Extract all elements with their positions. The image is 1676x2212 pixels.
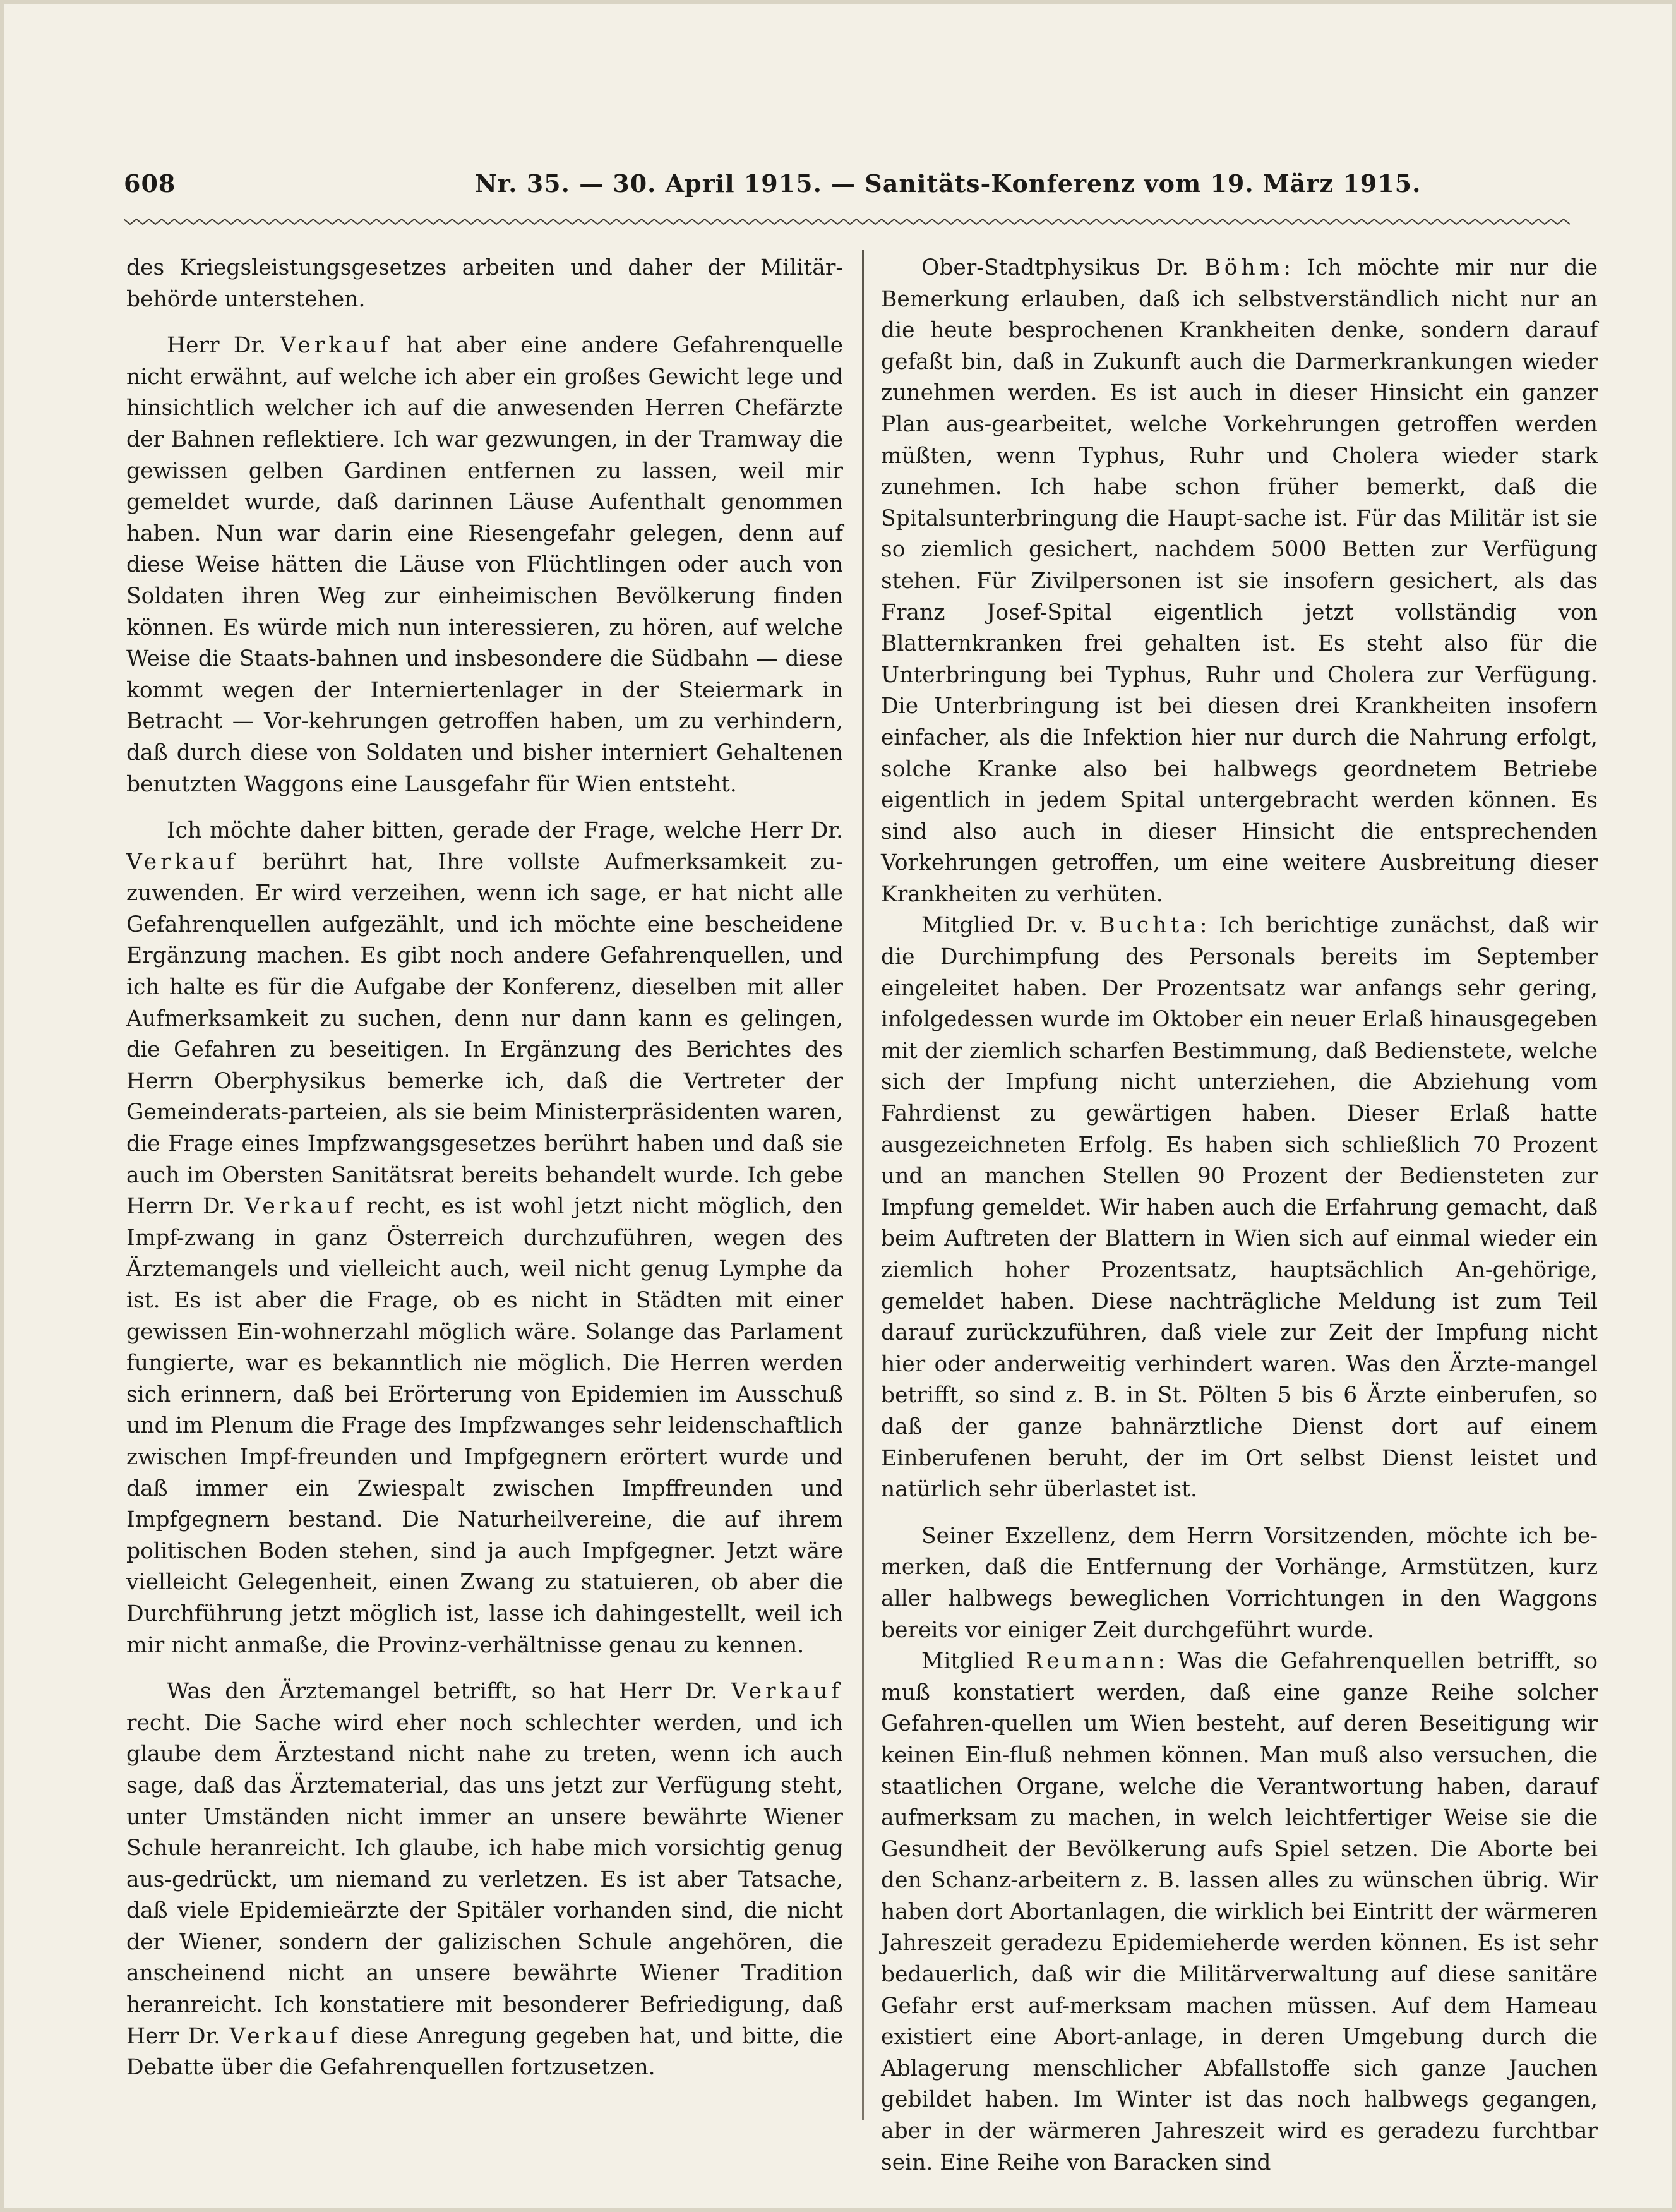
- paragraph: [881, 253, 1598, 910]
- paragraph-text: Mitglied: [921, 1649, 1027, 1674]
- paragraph: [881, 1646, 1598, 2179]
- paragraph-text: hat aber eine andere Gefahrenquelle nicht erwähnt, auf welche ich aber ein großes Gewicht lege und hinsichtlich welcher ich auf die anwesenden Herren Chefärzte der Bahnen reflektiere. Ich war gezwungen, in der Tramway die gewissen gelben Gardinen entfernen zu lassen, weil mir gemeldet wurde, daß darinnen Läuse Aufenthalt genommen haben. Nun war darin eine Riesengefahr gelegen, denn auf diese Weise hätten die Läuse von Flüchtlingen oder auch von Soldaten ihren Weg zur einheimischen Bevölkerung finden können. Es würde mich nun interessieren, zu hören, auf welche Weise die Staats-bahnen und insbesondere die Südbahn — diese kommt wegen der Interniertenlager in der Steiermark in Betracht — Vor-kehrungen getroffen haben, um zu verhindern, daß durch diese von Soldaten und bisher interniert Gehaltenen benutzten Waggons eine Lausgefahr für Wien entsteht.: [126, 333, 844, 797]
- header-wavy-rule: [124, 217, 1570, 226]
- paragraph-text: : Ich berichtige zunächst, daß wir die Durchimpfung des Personals bereits im September eingeleitet haben. Der Prozentsatz war anfangs sehr gering, infolgedessen wurde im Oktober ein neuer Erlaß hinausgegeben mit der ziemlich scharfen Bestimmung, daß Bedienstete, welche sich der Impfung nicht unterziehen, die Abziehung vom Fahrdienst zu gewärtigen haben. Dieser Erlaß hatte ausgezeichneten Erfolg. Es haben sich schließlich 70 Prozent und an manchen Stellen 90 Prozent der Bediensteten zur Impfung gemeldet. Wir haben auch die Erfahrung gemacht, daß beim Auftreten der Blattern in Wien sich auf einmal wieder ein ziemlich hoher Prozentsatz, hauptsächlich An-gehörige, gemeldet haben. Diese nachträgliche Meldung ist zum Teil darauf zurückzuführen, daß viele zur Zeit der Impfung nicht hier oder anderweitig verhindert waren. Was den Ärzte-mangel betrifft, so sind z. B. in St. Pölten 5 bis 6 Ärzte einberufen, so daß der ganze bahnärztliche Dienst dort auf einem Einberufenen beruht, der im Ort selbst Dienst leistet und natürlich sehr überlastet ist.: [881, 913, 1598, 1503]
- speaker-name: Reumann: [1026, 1649, 1158, 1674]
- left-column: [126, 253, 843, 2084]
- running-head: Nr. 35. — 30. April 1915. — Sanitäts-Konferenz vom 19. März 1915.: [475, 169, 1422, 198]
- page-header: [124, 169, 1564, 207]
- paragraph-text: Was den Ärztemangel betrifft, so hat Herr Dr.: [167, 1679, 731, 1705]
- paragraph-text: Mitglied Dr. v.: [921, 913, 1099, 939]
- paragraph-text: Ober-Stadtphysikus Dr.: [921, 255, 1205, 280]
- speaker-name: Verkauf: [244, 1194, 357, 1220]
- paragraph-text: Herr Dr.: [167, 333, 280, 359]
- right-column: [881, 253, 1598, 2179]
- speaker-name: Verkauf: [280, 333, 392, 359]
- paragraph-text: Seiner Exzellenz, dem Herrn Vorsitzenden, möchte ich be-merken, daß die Entfernung der Vorhänge, Armstützen, kurz aller halbwegs beweglichen Vorrichtungen in den Waggons bereits vor einiger Zeit durchgeführt wurde.: [881, 1523, 1598, 1643]
- paragraph-text: : Ich möchte mir nur die Bemerkung erlauben, daß ich selbstverständlich nicht nur an die heute besprochenen Krankheiten denke, sondern darauf gefaßt bin, daß in Zukunft auch die Darmerkrankungen wieder zunehmen werden. Es ist auch in dieser Hinsicht ein ganzer Plan aus-gearbeitet, welche Vorkehrungen getroffen werden müßten, wenn Typhus, Ruhr und Cholera wieder stark zunehmen. Ich habe schon früher bemerkt, daß die Spitalsunterbringung die Haupt-sache ist. Für das Militär ist sie so ziemlich gesichert, nachdem 5000 Betten zur Verfügung stehen. Für Zivilpersonen ist sie insofern gesichert, als das Franz Josef-Spital eigentlich jetzt vollständig von Blatternkranken frei gehalten ist. Es steht also für die Unterbringung bei Typhus, Ruhr und Cholera zur Verfügung. Die Unterbringung ist bei diesen drei Krankheiten insofern einfacher, als die Infektion hier nur durch die Nahrung erfolgt, solche Kranke also bei halbwegs geordnetem Betriebe eigentlich in jedem Spital untergebracht werden können. Es sind also auch in dieser Hinsicht die entsprechenden Vorkehrungen getroffen, um eine weitere Ausbreitung dieser Krankheiten zu verhüten.: [881, 255, 1598, 907]
- speaker-name: Verkauf: [229, 2023, 342, 2049]
- paragraph: [126, 1676, 843, 2084]
- paragraph-text: recht, es ist wohl jetzt nicht möglich, den Impf-zwang in ganz Österreich durchzuführen, wegen des Ärztemangels und vielleicht auch, weil nicht genug Lymphe da ist. Es ist aber die Frage, ob es nicht in Städten mit einer gewissen Ein-wohnerzahl möglich wäre. Solange das Parlament fungierte, war es bekanntlich nie möglich. Die Herren werden sich erinnern, daß bei Erörterung von Epidemien im Ausschuß und im Plenum die Frage des Impfzwanges sehr leidenschaftlich zwischen Impf-freunden und Impfgegnern erörtert wurde und daß immer ein Zwiespalt zwischen Impffreunden und Impfgegnern bestand. Die Naturheilvereine, die auf ihrem politischen Boden stehen, sind ja auch Impfgegner. Jetzt wäre vielleicht Gelegenheit, einen Zwang zu statuieren, ob aber die Durchführung jetzt möglich ist, lasse ich dahingestellt, weil ich mir nicht anmaße, die Provinz-verhältnisse genau zu kennen.: [126, 1194, 844, 1658]
- paragraph-text: Ich möchte daher bitten, gerade der Frage, welche Herr Dr.: [167, 818, 843, 844]
- paragraph-text: berührt hat, Ihre vollste Aufmerksamkeit zu-zuwenden. Er wird verzeihen, wenn ich sage, er hat nicht alle Gefahrenquellen aufgezählt, und ich möchte eine bescheidene Ergänzung machen. Es gibt noch andere Gefahrenquellen, und ich halte es für die Aufgabe der Konferenz, dieselben mit aller Aufmerksamkeit zu suchen, denn nur dann kann es gelingen, die Gefahren zu beseitigen. In Ergänzung des Berichtes des Herrn Oberphysikus bemerke ich, daß die Vertreter der Gemeinderats-parteien, als sie beim Ministerpräsidenten waren, die Frage eines Impfzwangsgesetzes berührt haben und daß sie auch im Obersten Sanitätsrat bereits behandelt wurde. Ich gebe Herrn Dr.: [126, 849, 843, 1220]
- speaker-name: Buchta: [1099, 913, 1200, 939]
- paragraph: [126, 330, 843, 800]
- paragraph-text: : Was die Gefahrenquellen betrifft, so muß konstatiert werden, daß eine ganze Reihe solcher Gefahren-quellen um Wien besteht, auf deren Beseitigung wir keinen Ein-fluß nehmen können. Man muß also versuchen, die staatlichen Organe, welche die Verantwortung haben, darauf aufmerksam zu machen, in welch leichtfertiger Weise sie die Gesundheit der Bevölkerung aufs Spiel setzen. Die Aborte bei den Schanz-arbeitern z. B. lassen alles zu wünschen übrig. Wir haben dort Abortanlagen, die wirklich bei Eintritt der wärmeren Jahreszeit geradezu Epidemieherde werden können. Es ist sehr bedauerlich, daß wir die Militärverwaltung auf diese sanitäre Gefahr erst auf-merksam machen müssen. Auf dem Hameau existiert eine Abort-anlage, in deren Umgebung durch die Ablagerung menschlicher Abfallstoffe sich ganze Jauchen gebildet haben. Im Winter ist das noch halbwegs gegangen, aber in der wärmeren Jahreszeit wird es geradezu furchtbar sein. Eine Reihe von Baracken sind: [881, 1649, 1598, 2175]
- paragraph: [881, 1521, 1598, 1646]
- paragraph-text: diese Anregung gegeben hat, und bitte, die Debatte über die Gefahrenquellen fortzusetzen.: [126, 2023, 843, 2081]
- speaker-name: Verkauf: [126, 849, 239, 875]
- paragraph: [126, 253, 843, 315]
- column-divider: [862, 250, 864, 2120]
- paragraph: [881, 910, 1598, 1505]
- speaker-name: Böhm: [1204, 255, 1284, 280]
- page-number: 608: [124, 169, 176, 198]
- paragraph: [126, 815, 843, 1661]
- paragraph-text: recht. Die Sache wird eher noch schlechter werden, und ich glaube dem Ärztestand nicht nahe zu treten, wenn ich auch sage, daß das Ärztematerial, das uns jetzt zur Verfügung steht, unter Umständen nicht immer an unsere bewährte Wiener Schule heranreicht. Ich glaube, ich habe mich vorsichtig genug aus-gedrückt, um niemand zu verletzen. Es ist aber Tatsache, daß viele Epidemieärzte der Spitäler vorhanden sind, die nicht der Wiener, sondern der galizischen Schule angehören, die anscheinend nicht an unsere bewährte Wiener Tradition heranreicht. Ich konstatiere mit besonderer Befriedigung, daß Herr Dr.: [126, 1710, 843, 2049]
- speaker-name: Verkauf: [731, 1679, 843, 1705]
- paragraph-text: des Kriegsleistungsgesetzes arbeiten und daher der Militär-behörde unterstehen.: [126, 255, 843, 312]
